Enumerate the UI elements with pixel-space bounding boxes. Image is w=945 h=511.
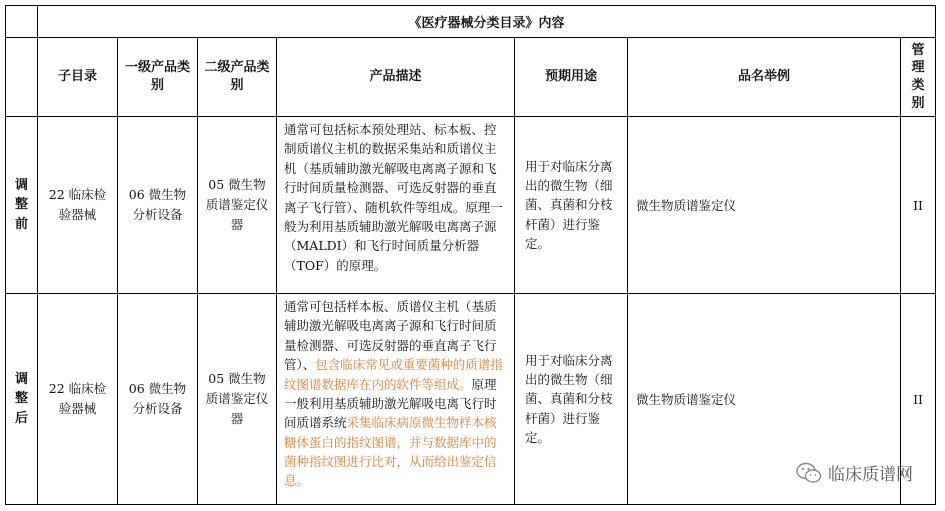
header-description: 产品描述 (277, 38, 515, 117)
title-blank-cell (6, 6, 38, 38)
management-cell: II (901, 294, 936, 505)
intended-use-cell: 用于对临床分离出的微生物（细菌、真菌和分枝杆菌）进行鉴定。 (515, 117, 628, 294)
header-management: 管 理 类 别 (901, 38, 936, 117)
description-text: 原理一般利用基质辅助激光解吸电离飞行时间质谱系统 (284, 376, 497, 431)
description-highlight: 采集临床病原微生物样本核糖体蛋白的指纹图谱，并与数据库中的菌种指纹图进行比对，从而给出鉴定信息。 (284, 415, 497, 489)
table-title: 《医疗器械分类目录》内容 (38, 6, 936, 38)
table-row (6, 117, 936, 294)
header-examples: 品名举例 (628, 38, 901, 117)
level1-cell: 06 微生物分析设备 (118, 294, 198, 505)
header-level1: 一级产品类别 (118, 38, 198, 117)
description-text: 通常可包括标本预处理站、标本板、控制质谱仪主机的数据采集站和质谱仪主机（基质辅助激光解吸电离离子源和飞行时间质量检测器、可选反射器的垂直离子飞行管）、随机软件等组成。原理一般为利用基质辅助激光解吸电离离子源（MALDI）和飞行时间质量分析器（TOF）的原理。 (284, 122, 503, 273)
title-row (6, 6, 936, 38)
description-highlight: 包含临床常见或重要菌种的质谱指纹图谱数据库在内的软件等组成。 (284, 357, 503, 392)
header-intended-use: 预期用途 (515, 38, 628, 117)
level1-cell: 06 微生物分析设备 (118, 117, 198, 294)
classification-table (5, 5, 936, 505)
wechat-icon (796, 462, 822, 484)
level2-cell: 05 微生物质谱鉴定仪器 (198, 294, 277, 505)
stage-label: 调 整 后 (6, 294, 38, 505)
examples-cell: 微生物质谱鉴定仪 (628, 294, 901, 505)
header-row (6, 38, 936, 117)
header-blank (6, 38, 38, 117)
description-text: 通常可包括样本板、质谱仪主机（基质辅助激光解吸电离离子源和飞行时间质量检测器、可选反射器的垂直离子飞行管）、 (284, 299, 497, 373)
level2-cell: 05 微生物质谱鉴定仪器 (198, 117, 277, 294)
examples-cell: 微生物质谱鉴定仪 (628, 117, 901, 294)
sub-catalog-cell: 22 临床检验器械 (38, 117, 118, 294)
watermark-text: 临床质谱网 (828, 465, 913, 485)
header-sub-catalog: 子目录 (38, 38, 118, 117)
sub-catalog-cell: 22 临床检验器械 (38, 294, 118, 505)
stage-label: 调 整 前 (6, 117, 38, 294)
description-cell (277, 117, 515, 294)
description-cell (277, 294, 515, 505)
watermark (796, 460, 913, 485)
management-cell: II (901, 117, 936, 294)
header-level2: 二级产品类别 (198, 38, 277, 117)
intended-use-cell: 用于对临床分离出的微生物（细菌、真菌和分枝杆菌）进行鉴定。 (515, 294, 628, 505)
